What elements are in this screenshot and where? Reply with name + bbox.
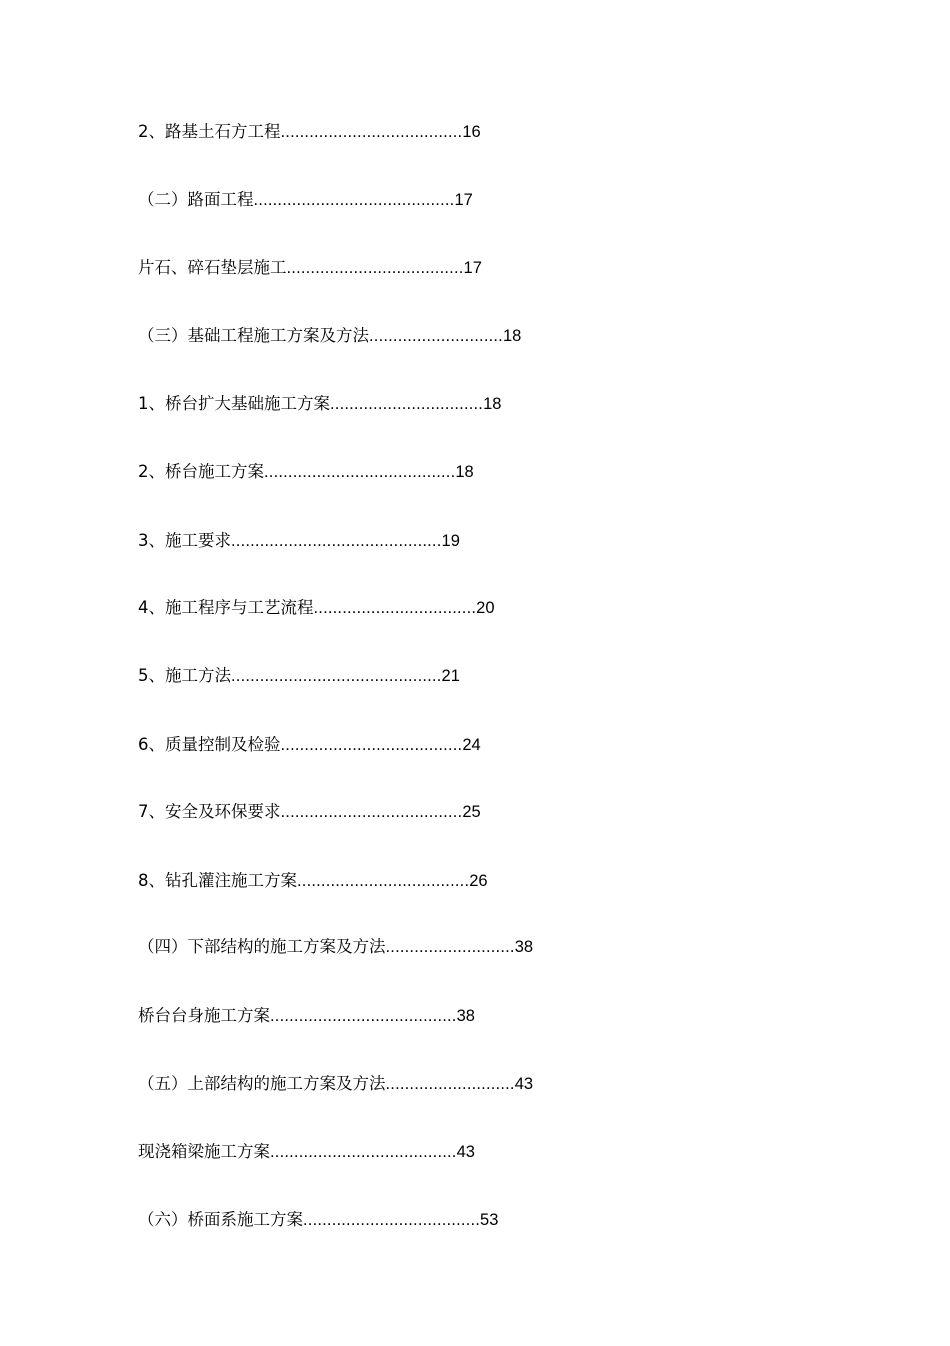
toc-entry[interactable] bbox=[138, 324, 521, 348]
toc-entry-dots: ........................... bbox=[385, 938, 515, 956]
toc-entry-page: 21 bbox=[441, 667, 460, 685]
toc-entry[interactable] bbox=[138, 1072, 533, 1096]
toc-entry-page: 38 bbox=[514, 938, 534, 956]
toc-entry[interactable] bbox=[138, 664, 460, 688]
toc-entry-page: 17 bbox=[463, 259, 482, 277]
toc-entry[interactable] bbox=[138, 1140, 475, 1164]
toc-entry[interactable] bbox=[138, 800, 481, 824]
toc-entry-page: 18 bbox=[455, 463, 474, 481]
toc-entry-title: 2、路基土石方工程 bbox=[138, 122, 281, 141]
toc-entry-title: 4、施工程序与工艺流程 bbox=[138, 598, 314, 617]
toc-entry-page: 43 bbox=[456, 1143, 475, 1161]
toc-entry-title: （二）路面工程 bbox=[138, 190, 254, 209]
toc-entry-page: 18 bbox=[502, 327, 522, 345]
toc-entry-title: 3、施工要求 bbox=[138, 531, 231, 550]
toc-entry-dots: ....................................... bbox=[270, 1143, 457, 1161]
toc-entry-page: 43 bbox=[514, 1075, 534, 1093]
toc-entry-dots: ............................................ bbox=[231, 532, 442, 550]
toc-entry[interactable] bbox=[138, 733, 481, 757]
toc-entry-dots: ............................................ bbox=[231, 667, 442, 685]
toc-entry-dots: ..................................... bbox=[303, 1211, 481, 1229]
toc-entry-title: 片石、碎石垫层施工 bbox=[138, 258, 287, 277]
toc-entry-page: 24 bbox=[462, 736, 481, 754]
toc-entry-page: 26 bbox=[469, 872, 488, 890]
toc-entry[interactable] bbox=[138, 392, 501, 416]
toc-entry[interactable] bbox=[138, 596, 495, 620]
toc-entry[interactable] bbox=[138, 869, 488, 893]
toc-entry-page: 38 bbox=[456, 1007, 475, 1025]
toc-entry-title: 现浇箱梁施工方案 bbox=[138, 1142, 270, 1161]
toc-entry[interactable] bbox=[138, 460, 474, 484]
toc-entry-dots: .................................. bbox=[313, 599, 477, 617]
toc-entry-dots: ........................... bbox=[385, 1075, 515, 1093]
toc-entry-dots: ..................................... bbox=[286, 259, 464, 277]
toc-entry-title: （六）桥面系施工方案 bbox=[138, 1210, 303, 1229]
toc-entry-title: 2、桥台施工方案 bbox=[138, 462, 264, 481]
toc-entry-page: 25 bbox=[462, 803, 481, 821]
toc-entry[interactable] bbox=[138, 120, 481, 144]
toc-entry-dots: .......................................... bbox=[253, 191, 455, 209]
toc-entry-dots: ................................ bbox=[330, 395, 484, 413]
toc-entry-title: （四）下部结构的施工方案及方法 bbox=[138, 937, 386, 956]
toc-entry-dots: ............................ bbox=[369, 327, 503, 345]
toc-entry[interactable] bbox=[138, 1004, 475, 1028]
toc-entry-dots: ...................................... bbox=[280, 803, 463, 821]
toc-entry-dots: ........................................ bbox=[264, 463, 456, 481]
toc-entry-title: （三）基础工程施工方案及方法 bbox=[138, 326, 369, 345]
toc-entry[interactable] bbox=[138, 188, 473, 212]
toc-entry-page: 19 bbox=[441, 532, 460, 550]
toc-entry-title: 桥台台身施工方案 bbox=[138, 1006, 270, 1025]
toc-entry-page: 17 bbox=[454, 191, 473, 209]
toc-entry-title: 7、安全及环保要求 bbox=[138, 802, 281, 821]
toc-entry-title: 8、钻孔灌注施工方案 bbox=[138, 871, 297, 890]
toc-entry-page: 53 bbox=[480, 1211, 499, 1229]
toc-entry-page: 18 bbox=[483, 395, 502, 413]
toc-entry-title: 5、施工方法 bbox=[138, 666, 231, 685]
toc-entry[interactable] bbox=[138, 1208, 498, 1232]
toc-entry[interactable] bbox=[138, 529, 460, 553]
toc-entry-dots: ...................................... bbox=[280, 736, 463, 754]
toc-entry-page: 20 bbox=[476, 599, 495, 617]
toc-entry-title: 1、桥台扩大基础施工方案 bbox=[138, 394, 330, 413]
toc-entry-dots: ...................................... bbox=[280, 123, 463, 141]
toc-entry[interactable] bbox=[138, 935, 533, 959]
toc-entry-dots: .................................... bbox=[297, 872, 470, 890]
toc-entry[interactable] bbox=[138, 256, 482, 280]
toc-entry-page: 16 bbox=[462, 123, 481, 141]
toc-entry-title: （五）上部结构的施工方案及方法 bbox=[138, 1074, 386, 1093]
toc-entry-title: 6、质量控制及检验 bbox=[138, 735, 281, 754]
toc-entry-dots: ....................................... bbox=[270, 1007, 457, 1025]
